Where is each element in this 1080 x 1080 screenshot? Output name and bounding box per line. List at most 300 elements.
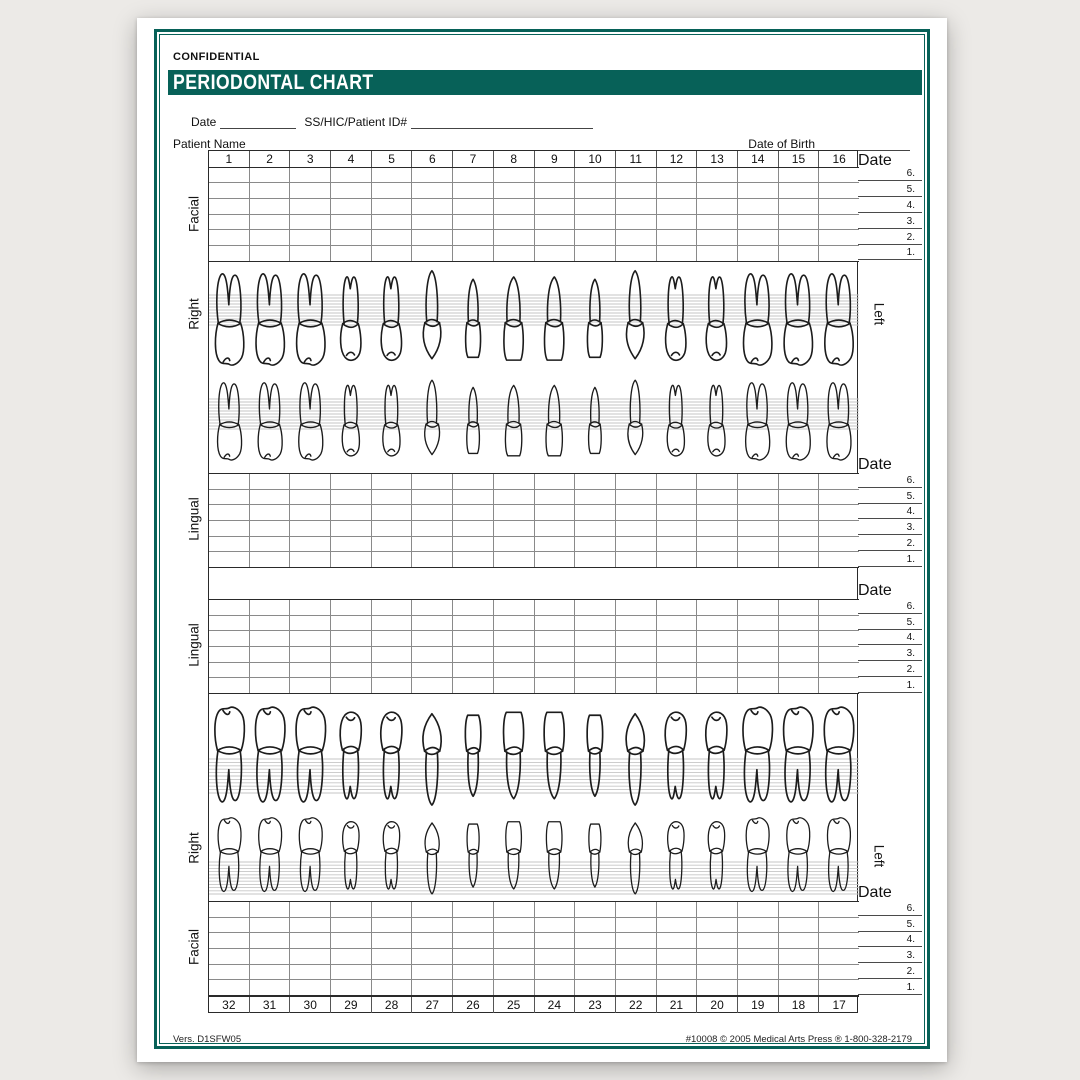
probe-cell[interactable] [738,537,779,552]
probe-cell[interactable] [453,918,494,933]
probe-cell[interactable] [209,246,250,261]
probe-cell[interactable] [779,902,820,917]
probe-cell[interactable] [657,230,698,245]
probe-cell[interactable] [779,474,820,489]
probe-cell[interactable] [779,552,820,567]
probe-cell[interactable] [575,918,616,933]
probe-cell[interactable] [331,918,372,933]
probe-cell[interactable] [535,631,576,646]
probe-cell[interactable] [412,552,453,567]
probe-cell[interactable] [779,933,820,948]
date-entry-row[interactable]: 2. [858,661,922,677]
probe-cell[interactable] [494,168,535,183]
probe-cell[interactable] [697,183,738,198]
probe-cell[interactable] [697,616,738,631]
probe-cell[interactable] [250,552,291,567]
probe-cell[interactable] [372,199,413,214]
probe-cell[interactable] [819,678,859,693]
probe-cell[interactable] [209,552,250,567]
probe-cell[interactable] [819,918,859,933]
probe-cell[interactable] [209,949,250,964]
probe-cell[interactable] [372,600,413,615]
probe-cell[interactable] [738,965,779,980]
probe-cell[interactable] [290,168,331,183]
probe-cell[interactable] [657,647,698,662]
probe-cell[interactable] [779,199,820,214]
probe-cell[interactable] [290,965,331,980]
probe-cell[interactable] [697,965,738,980]
probe-cell[interactable] [372,933,413,948]
probe-cell[interactable] [290,631,331,646]
probe-cell[interactable] [535,537,576,552]
probe-cell[interactable] [494,537,535,552]
probe-cell[interactable] [290,933,331,948]
date-entry-row[interactable]: 1. [858,245,922,261]
probe-cell[interactable] [290,663,331,678]
probe-cell[interactable] [575,600,616,615]
probe-cell[interactable] [819,902,859,917]
probe-cell[interactable] [616,918,657,933]
probe-cell[interactable] [616,980,657,995]
probe-cell[interactable] [535,647,576,662]
probe-cell[interactable] [738,949,779,964]
probe-cell[interactable] [209,918,250,933]
probe-cell[interactable] [209,230,250,245]
probe-cell[interactable] [779,521,820,536]
probe-cell[interactable] [535,663,576,678]
probe-cell[interactable] [494,199,535,214]
probe-cell[interactable] [209,647,250,662]
probe-cell[interactable] [697,474,738,489]
probe-cell[interactable] [494,230,535,245]
probe-cell[interactable] [697,199,738,214]
probe-cell[interactable] [372,490,413,505]
probe-cell[interactable] [412,663,453,678]
probe-cell[interactable] [657,199,698,214]
probe-cell[interactable] [494,246,535,261]
probe-cell[interactable] [616,199,657,214]
probe-cell[interactable] [657,965,698,980]
probe-cell[interactable] [819,199,859,214]
probe-cell[interactable] [494,552,535,567]
date-entry-row[interactable]: 1. [858,677,922,693]
probe-cell[interactable] [412,215,453,230]
probe-cell[interactable] [779,647,820,662]
probe-cell[interactable] [494,902,535,917]
probe-cell[interactable] [453,980,494,995]
probe-cell[interactable] [250,521,291,536]
probe-cell[interactable] [331,902,372,917]
probe-cell[interactable] [657,918,698,933]
date-entry-row[interactable]: 4. [858,932,922,948]
probe-cell[interactable] [575,663,616,678]
date-entry-row[interactable]: 4. [858,630,922,646]
probe-cell[interactable] [209,663,250,678]
probe-cell[interactable] [575,933,616,948]
probe-cell[interactable] [290,980,331,995]
probe-cell[interactable] [494,933,535,948]
probe-cell[interactable] [535,902,576,917]
probe-cell[interactable] [819,230,859,245]
probe-cell[interactable] [494,949,535,964]
date-entry-row[interactable]: 1. [858,551,922,567]
probe-cell[interactable] [209,474,250,489]
probe-cell[interactable] [657,505,698,520]
probe-cell[interactable] [738,647,779,662]
probe-cell[interactable] [209,215,250,230]
probe-cell[interactable] [575,230,616,245]
probe-cell[interactable] [290,230,331,245]
probe-cell[interactable] [250,678,291,693]
probe-cell[interactable] [738,933,779,948]
probe-cell[interactable] [575,631,616,646]
probe-cell[interactable] [372,230,413,245]
probe-cell[interactable] [616,647,657,662]
probe-cell[interactable] [657,537,698,552]
date-entry-row[interactable]: 6. [858,166,922,182]
probe-cell[interactable] [372,616,413,631]
probe-cell[interactable] [697,678,738,693]
probe-cell[interactable] [331,183,372,198]
probe-cell[interactable] [657,552,698,567]
probe-cell[interactable] [616,230,657,245]
probe-cell[interactable] [331,537,372,552]
probe-cell[interactable] [779,600,820,615]
probe-cell[interactable] [290,678,331,693]
probe-cell[interactable] [453,230,494,245]
probe-cell[interactable] [819,521,859,536]
probe-cell[interactable] [209,678,250,693]
probe-cell[interactable] [331,168,372,183]
probe-cell[interactable] [616,949,657,964]
probe-cell[interactable] [779,490,820,505]
probe-cell[interactable] [738,246,779,261]
probe-cell[interactable] [331,965,372,980]
probe-cell[interactable] [209,933,250,948]
probe-cell[interactable] [453,902,494,917]
probe-cell[interactable] [331,230,372,245]
probe-cell[interactable] [494,490,535,505]
probe-cell[interactable] [331,933,372,948]
probe-cell[interactable] [372,215,413,230]
probe-cell[interactable] [535,552,576,567]
probe-cell[interactable] [290,183,331,198]
probe-cell[interactable] [250,168,291,183]
probe-cell[interactable] [575,647,616,662]
probe-cell[interactable] [209,902,250,917]
probe-cell[interactable] [412,490,453,505]
probe-cell[interactable] [494,965,535,980]
probe-cell[interactable] [372,183,413,198]
probe-cell[interactable] [372,980,413,995]
probe-cell[interactable] [372,678,413,693]
probe-cell[interactable] [697,505,738,520]
date-entry-row[interactable]: 3. [858,519,922,535]
probe-cell[interactable] [494,505,535,520]
probe-cell[interactable] [290,918,331,933]
probe-cell[interactable] [697,521,738,536]
probe-cell[interactable] [453,505,494,520]
probe-cell[interactable] [250,474,291,489]
probe-cell[interactable] [657,949,698,964]
probe-cell[interactable] [616,933,657,948]
probe-cell[interactable] [819,980,859,995]
probe-cell[interactable] [616,902,657,917]
probe-cell[interactable] [819,246,859,261]
date-entry-row[interactable]: 6. [858,598,922,614]
probe-cell[interactable] [779,980,820,995]
probe-cell[interactable] [250,215,291,230]
probe-cell[interactable] [412,980,453,995]
date-entry-row[interactable]: 5. [858,488,922,504]
probe-cell[interactable] [738,631,779,646]
probe-cell[interactable] [290,949,331,964]
probe-cell[interactable] [290,505,331,520]
probe-cell[interactable] [535,474,576,489]
probe-cell[interactable] [657,600,698,615]
probe-cell[interactable] [575,246,616,261]
probe-cell[interactable] [779,965,820,980]
probe-cell[interactable] [697,246,738,261]
probe-cell[interactable] [819,949,859,964]
probe-cell[interactable] [290,902,331,917]
probe-cell[interactable] [412,616,453,631]
probe-cell[interactable] [494,980,535,995]
probe-cell[interactable] [209,537,250,552]
probe-cell[interactable] [535,505,576,520]
probe-cell[interactable] [616,168,657,183]
probe-cell[interactable] [616,490,657,505]
date-entry-row[interactable]: 5. [858,916,922,932]
probe-cell[interactable] [697,902,738,917]
probe-cell[interactable] [412,183,453,198]
probe-cell[interactable] [412,168,453,183]
date-entry-row[interactable]: 4. [858,504,922,520]
probe-cell[interactable] [412,933,453,948]
probe-cell[interactable] [738,168,779,183]
probe-cell[interactable] [494,918,535,933]
probe-cell[interactable] [616,215,657,230]
probe-cell[interactable] [453,933,494,948]
probe-cell[interactable] [290,246,331,261]
probe-cell[interactable] [412,918,453,933]
probe-cell[interactable] [779,918,820,933]
probe-cell[interactable] [819,490,859,505]
probe-cell[interactable] [250,647,291,662]
probe-cell[interactable] [819,631,859,646]
probe-cell[interactable] [250,965,291,980]
probe-cell[interactable] [209,965,250,980]
probe-cell[interactable] [535,521,576,536]
probe-cell[interactable] [738,616,779,631]
probe-cell[interactable] [575,537,616,552]
date-entry-row[interactable]: 2. [858,535,922,551]
probe-cell[interactable] [372,663,413,678]
probe-cell[interactable] [738,552,779,567]
probe-cell[interactable] [209,600,250,615]
probe-cell[interactable] [616,521,657,536]
probe-cell[interactable] [819,965,859,980]
date-entry-row[interactable]: 3. [858,213,922,229]
probe-cell[interactable] [331,199,372,214]
probe-cell[interactable] [657,490,698,505]
probe-cell[interactable] [494,521,535,536]
probe-cell[interactable] [819,537,859,552]
probe-cell[interactable] [819,552,859,567]
probe-cell[interactable] [657,902,698,917]
probe-cell[interactable] [738,183,779,198]
probe-cell[interactable] [331,678,372,693]
probe-cell[interactable] [494,616,535,631]
probe-cell[interactable] [616,537,657,552]
probe-cell[interactable] [535,168,576,183]
probe-cell[interactable] [657,616,698,631]
probe-cell[interactable] [412,521,453,536]
probe-cell[interactable] [575,183,616,198]
probe-cell[interactable] [697,980,738,995]
probe-cell[interactable] [331,246,372,261]
probe-cell[interactable] [331,474,372,489]
probe-cell[interactable] [331,552,372,567]
probe-cell[interactable] [535,600,576,615]
probe-cell[interactable] [412,902,453,917]
probe-cell[interactable] [738,918,779,933]
probe-cell[interactable] [372,631,413,646]
probe-cell[interactable] [453,474,494,489]
probe-cell[interactable] [616,505,657,520]
probe-cell[interactable] [494,663,535,678]
probe-cell[interactable] [331,505,372,520]
probe-cell[interactable] [494,215,535,230]
probe-cell[interactable] [209,199,250,214]
probe-cell[interactable] [453,490,494,505]
probe-cell[interactable] [575,215,616,230]
probe-cell[interactable] [290,474,331,489]
probe-cell[interactable] [697,230,738,245]
probe-cell[interactable] [209,521,250,536]
probe-cell[interactable] [738,490,779,505]
probe-cell[interactable] [697,631,738,646]
probe-cell[interactable] [453,647,494,662]
probe-cell[interactable] [453,949,494,964]
probe-cell[interactable] [738,215,779,230]
probe-cell[interactable] [412,199,453,214]
probe-cell[interactable] [819,505,859,520]
probe-cell[interactable] [453,183,494,198]
probe-cell[interactable] [819,616,859,631]
dob-line[interactable] [815,136,910,151]
probe-cell[interactable] [819,168,859,183]
probe-cell[interactable] [412,631,453,646]
probe-cell[interactable] [657,246,698,261]
probe-cell[interactable] [453,246,494,261]
probe-cell[interactable] [412,474,453,489]
probe-cell[interactable] [657,980,698,995]
probe-cell[interactable] [819,183,859,198]
probe-cell[interactable] [779,949,820,964]
probe-cell[interactable] [616,678,657,693]
probe-cell[interactable] [412,949,453,964]
date-entry-row[interactable]: 6. [858,900,922,916]
probe-cell[interactable] [535,965,576,980]
probe-cell[interactable] [535,616,576,631]
probe-cell[interactable] [372,902,413,917]
probe-cell[interactable] [535,490,576,505]
date-entry-row[interactable]: 5. [858,181,922,197]
probe-cell[interactable] [372,246,413,261]
probe-cell[interactable] [290,490,331,505]
probe-cell[interactable] [290,600,331,615]
probe-cell[interactable] [575,490,616,505]
probe-cell[interactable] [697,490,738,505]
probe-cell[interactable] [372,647,413,662]
probe-cell[interactable] [657,631,698,646]
probe-cell[interactable] [494,474,535,489]
probe-cell[interactable] [697,552,738,567]
probe-cell[interactable] [738,600,779,615]
probe-cell[interactable] [453,965,494,980]
probe-cell[interactable] [372,505,413,520]
probe-cell[interactable] [412,230,453,245]
probe-cell[interactable] [779,183,820,198]
probe-cell[interactable] [697,949,738,964]
probe-cell[interactable] [657,168,698,183]
probe-cell[interactable] [290,647,331,662]
probe-cell[interactable] [331,616,372,631]
probe-cell[interactable] [209,616,250,631]
probe-cell[interactable] [250,490,291,505]
probe-cell[interactable] [819,647,859,662]
probe-cell[interactable] [372,521,413,536]
probe-cell[interactable] [250,980,291,995]
probe-cell[interactable] [779,631,820,646]
probe-cell[interactable] [412,647,453,662]
probe-cell[interactable] [494,647,535,662]
probe-cell[interactable] [779,663,820,678]
probe-cell[interactable] [453,199,494,214]
probe-cell[interactable] [453,616,494,631]
probe-cell[interactable] [453,600,494,615]
probe-cell[interactable] [575,980,616,995]
probe-cell[interactable] [779,505,820,520]
probe-cell[interactable] [575,949,616,964]
probe-cell[interactable] [372,552,413,567]
probe-cell[interactable] [372,537,413,552]
probe-cell[interactable] [250,631,291,646]
probe-cell[interactable] [738,199,779,214]
probe-cell[interactable] [697,647,738,662]
probe-cell[interactable] [575,965,616,980]
probe-cell[interactable] [372,918,413,933]
probe-cell[interactable] [697,933,738,948]
probe-cell[interactable] [819,663,859,678]
probe-cell[interactable] [535,230,576,245]
probe-cell[interactable] [250,537,291,552]
probe-cell[interactable] [779,215,820,230]
probe-cell[interactable] [697,537,738,552]
probe-cell[interactable] [372,168,413,183]
probe-cell[interactable] [779,230,820,245]
probe-cell[interactable] [331,490,372,505]
probe-cell[interactable] [290,199,331,214]
probe-cell[interactable] [453,168,494,183]
probe-cell[interactable] [697,215,738,230]
probe-cell[interactable] [250,246,291,261]
probe-cell[interactable] [290,215,331,230]
probe-cell[interactable] [819,474,859,489]
date-entry-row[interactable]: 5. [858,614,922,630]
probe-cell[interactable] [412,537,453,552]
